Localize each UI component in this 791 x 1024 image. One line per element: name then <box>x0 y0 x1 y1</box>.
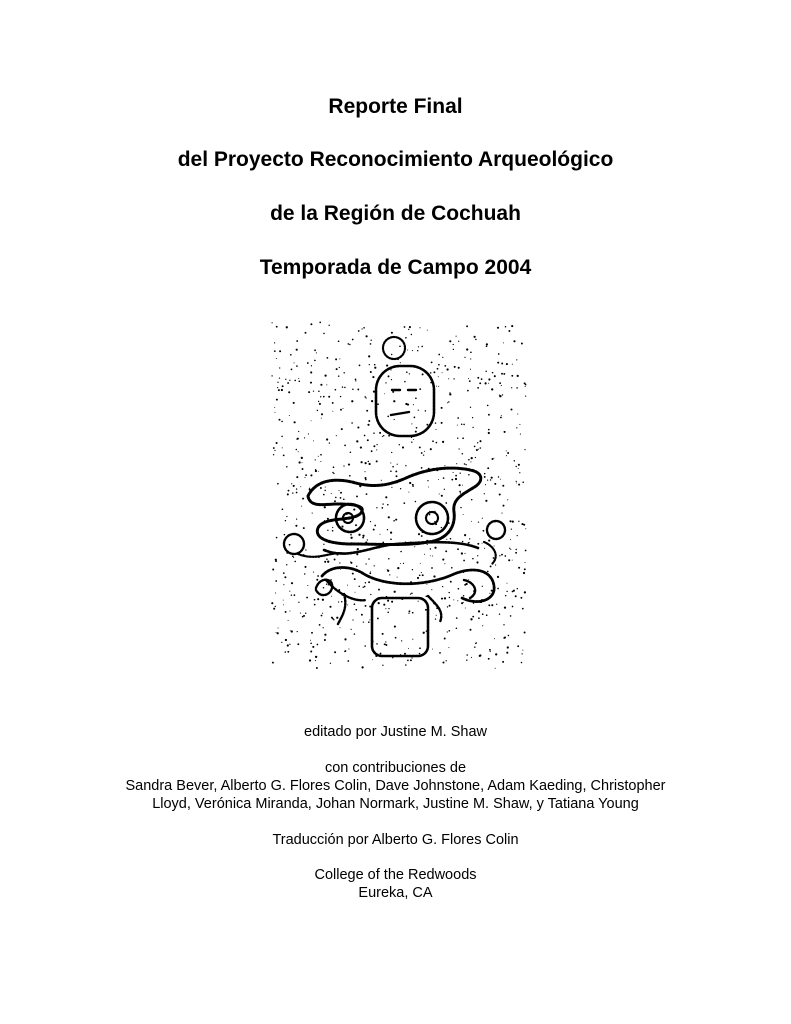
glyph-illustration-icon <box>268 318 530 673</box>
title-line-3: de la Región de Cochuah <box>270 202 521 225</box>
translation-credit: Traducción por Alberto G. Flores Colin <box>272 832 519 848</box>
title-line-4: Temporada de Campo 2004 <box>259 256 532 279</box>
contributors-line-2: Lloyd, Verónica Miranda, Johan Normark, Justine M. Shaw, y Tatiana Young <box>152 796 639 812</box>
institution-name: College of the Redwoods <box>314 867 477 883</box>
contributions-heading: con contribuciones de <box>324 760 467 776</box>
contributors-list <box>0 777 791 813</box>
contributors-line-1: Sandra Bever, Alberto G. Flores Colin, Dave Johnstone, Adam Kaeding, Christopher <box>125 778 666 794</box>
title-line-1: Reporte Final <box>328 95 463 118</box>
institution-location: Eureka, CA <box>358 885 433 901</box>
editor-credit: editado por Justine M. Shaw <box>304 724 487 740</box>
title-line-2: del Proyecto Reconocimiento Arqueológico <box>177 148 614 171</box>
